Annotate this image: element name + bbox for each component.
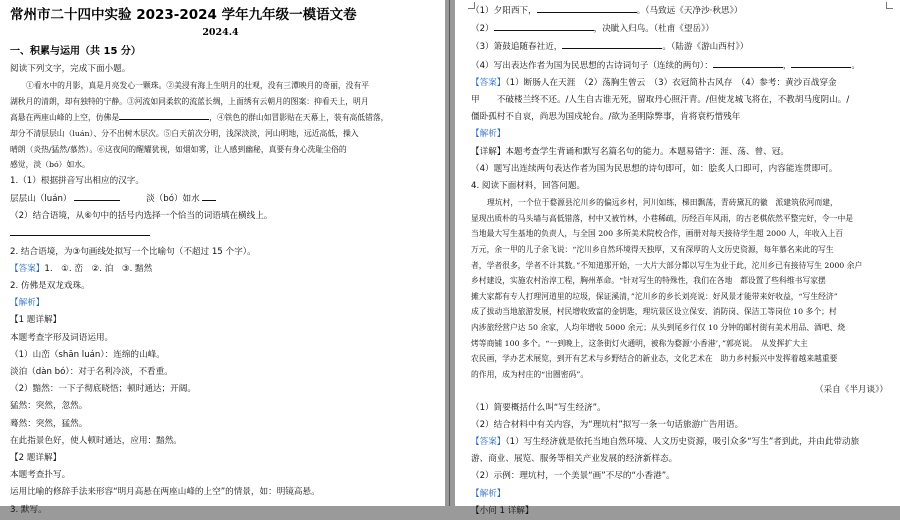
question-1b: （2）结合语境，从⑥句中的括号内选择一个恰当的词语填在横线上。 xyxy=(10,211,273,222)
answer-line: 僵卧孤村不自哀，尚思为国戍轮台。/欲为圣明除弊事，肯将衰朽惜残年 xyxy=(471,112,741,123)
subquestion-heading: 【1 题详解】 xyxy=(10,315,62,326)
analysis-heading: 【解析】 xyxy=(10,298,45,309)
article-line: 的作用，成为村庄的“出圈密码”。 xyxy=(471,369,589,379)
question-2: 2. 结合语境，为③句画线处拟写一个比喻句（不超过 15 个字）。 xyxy=(10,246,256,257)
answer-line: （2）示例：理坑村，一个美景“画”不尽的“小香港”。 xyxy=(471,471,675,482)
passage-line: 高悬在两座山峰的上空，仿佛是 ，④铁色的群山如冒影贴在天幕上，装有高低错落， xyxy=(10,109,431,126)
answer-line: 2. 仿佛是双龙戏珠。 xyxy=(10,280,90,291)
left-page xyxy=(0,0,445,515)
subquestion: （2）结合材料中有关内容，为“理坑村”拟写一条一句话旅游广告用语。 xyxy=(471,419,744,430)
article-line: 者，学者很多，学者不计其数。”不知道那开始，一大片大部分都以写生为业于此，沱川乡已有接待写生 2000 余户 xyxy=(471,260,863,270)
recite-item: （4）写出表达作者为国为民思想的古诗词句子（连续的两句）： ， 。 xyxy=(471,57,888,75)
article-line: 内涉旅经营户达 50 余家，人均年增收 5000 余元；从头到尾乡行仅 10 分钟的邮村街有美术用品、酒吧、烧 xyxy=(471,322,846,332)
analysis-text: 猛然：突然，忽然。 xyxy=(10,401,88,412)
question-1: 1.（1）根据拼音写出相应的汉字。 xyxy=(10,175,144,186)
right-page xyxy=(455,0,900,516)
answer-line: 【答案】（1）断肠人在天涯 （2）荡胸生曾云 （3）衣冠简朴古风存 （4）参考：黄沙百战穿金 xyxy=(471,77,837,88)
answer-line: 游、商业、展览、服务等相关产业发展的经济新样态。 xyxy=(471,454,678,465)
answer-blank-line xyxy=(10,225,431,243)
answer-line: 【答案】1. ①. 峦 ②. 泊 ③. 黯然 xyxy=(10,263,153,274)
recite-item: （1）夕阳西下， 。（马致远《天净沙·秋思》） xyxy=(471,2,888,20)
subquestion-heading: 【2 题详解】 xyxy=(10,453,62,464)
exam-date: 2024.4 xyxy=(202,27,239,38)
passage-line: 却分不清层层山（luán）、分不出树木层次。⑤白天前次分明，浅深淡淡，河山明地，远近高低，操入 xyxy=(10,128,359,138)
analysis-text: 蓦然：突然，猛然。 xyxy=(10,418,88,429)
question-4: 4. 阅读下面材料，回答问题。 xyxy=(471,181,586,192)
page-divider xyxy=(449,0,450,506)
article-line: 万元，余一甲的儿子余飞说：“沱川乡自然环境得天独厚，又有深厚的人文历史资源，每年慕名来此的写生 xyxy=(471,245,834,255)
answer-line: 【答案】（1）写生经济就是依托当地自然环境、人文历史资源，吸引众多“写生”者到此，并由此带动旅 xyxy=(471,436,860,447)
crop-mark xyxy=(468,2,475,9)
passage-line: 湖秋月的清朗，却有独特的宁静。③河流如同柔软的流蓝长绸，上面绣有云朝月的图案：抑看天上，明月 xyxy=(10,96,369,106)
analysis-text: 本题考查扑写。 xyxy=(10,470,71,481)
passage-line: ①看水中的月影，真是月亮发心一颗珠。②美浸有海上生明月的壮观，没有三潭映月的奇丽，没有平 xyxy=(26,81,370,91)
analysis-text: （4）题写出连续两句表达作者为国为民思想的诗句即可，如：脍炙人口即可，内容能连贯即可。 xyxy=(471,163,838,174)
recite-item: （2） ，决眦入归鸟。（杜甫《望岳》） xyxy=(471,20,888,38)
pinyin-blanks: 层层山（luán） 淡（bó）如水 xyxy=(10,190,431,208)
analysis-heading: 【解析】 xyxy=(471,129,506,140)
answer-line: 甲 不破楼兰终不还。/人生自古谁无死，留取丹心照汗青。/但使龙城飞将在，不教胡马度阴山。/ xyxy=(471,95,850,106)
recite-item: （3）箫鼓追随春社近， 。（陆游《游山西村》） xyxy=(471,38,888,56)
article-line: 烤等商铺 100 多个。“一到晚上，这条街灯火通明，被称为婺源‘小香港’，”郭亮说。 从发挥扩大主 xyxy=(471,338,808,348)
analysis-text: 运用比喻的修辞手法来形容“明月高悬在两座山峰的上空”的情景，如：明镜高悬。 xyxy=(10,487,320,498)
subquestion: （1）简要概括什么叫“写生经济”。 xyxy=(471,402,606,413)
article-line: 成了拔动当地旅游发展，村民增收致富的金钥匙，理坑景区设立保安、消防岗、保洁工等岗位 10 多个；村 xyxy=(471,307,837,317)
section-heading: 一、积累与运用（共 15 分） xyxy=(10,46,141,57)
passage-line: 感觉，淡（bó）如水。 xyxy=(10,160,90,170)
article-line: 乡村建设，实施农村治淳工程，胸州革命。“针对写生的特殊性，我们在各地 都设置了些科维书写家摆 xyxy=(471,276,826,286)
analysis-text: （2）黯然：一下子彻底晓悟；顿时通达；开阔。 xyxy=(10,384,196,395)
subquestion-heading: 【小问 1 详解】 xyxy=(471,505,534,516)
exam-title: 常州市二十四中实验 2023-2024 学年九年级一模语文卷 xyxy=(10,7,357,23)
analysis-text: 本题考查字形及词语运用。 xyxy=(10,332,114,343)
analysis-text: （1）山峦（shān luán）：连绵的山峰。 xyxy=(10,349,165,360)
analysis-heading: 【解析】 xyxy=(471,488,506,499)
analysis-text: 淡泊（dàn bó）：对于名利冷淡，不看重。 xyxy=(10,367,173,377)
instruction: 阅读下列文字，完成下面小题。 xyxy=(10,64,131,74)
article-source: （采自《半月谈》） xyxy=(814,385,888,396)
passage-line: 晴朗（炎热/猛然/慕然）。⑥这夜间的醒耀犹视，如烟如雾，让人感到幽秘，真要有身心洗耻尘俗的 xyxy=(10,144,347,154)
article-line: 当地最大写生基地的负责人，与全国 200 多所美术院校合作，画册对每天接待学生超 2000 人，年收入上百 xyxy=(471,229,844,239)
question-3: 3. 默写。 xyxy=(10,504,47,515)
article-line: 摊大家都有专人打理河道里的垃圾，保证溪清，”沱川乡的乡长刘亮说：好风景才能带来好收益，“写生经济” xyxy=(471,291,838,301)
article-line: 农民画，学办艺术展览，到开有艺术与乡野结合的新业态，文化艺术在 助力乡村振兴中发挥着越来越重要 xyxy=(471,354,838,364)
article-line: 理坑村，一个位于婺源县沱川乡的偏远乡村，河川如练，梯田飘荡，青砖黛瓦的徽 派建筑依河而建， xyxy=(487,198,838,208)
crop-mark xyxy=(886,2,893,9)
article-line: 显现出质朴的马头墙与高低错落，村中又被竹林，小巷稀疏，历经百年风雨，的古老棋依然平整完好，令一中是 xyxy=(471,213,854,223)
analysis-text: 在此指景色好，使人顿时通达，应用：黯然。 xyxy=(10,435,182,446)
analysis-text: 【详解】本题考查学生背诵和默写名篇名句的能力。本题易错字：涯、荡、曾、冠。 xyxy=(471,146,789,157)
